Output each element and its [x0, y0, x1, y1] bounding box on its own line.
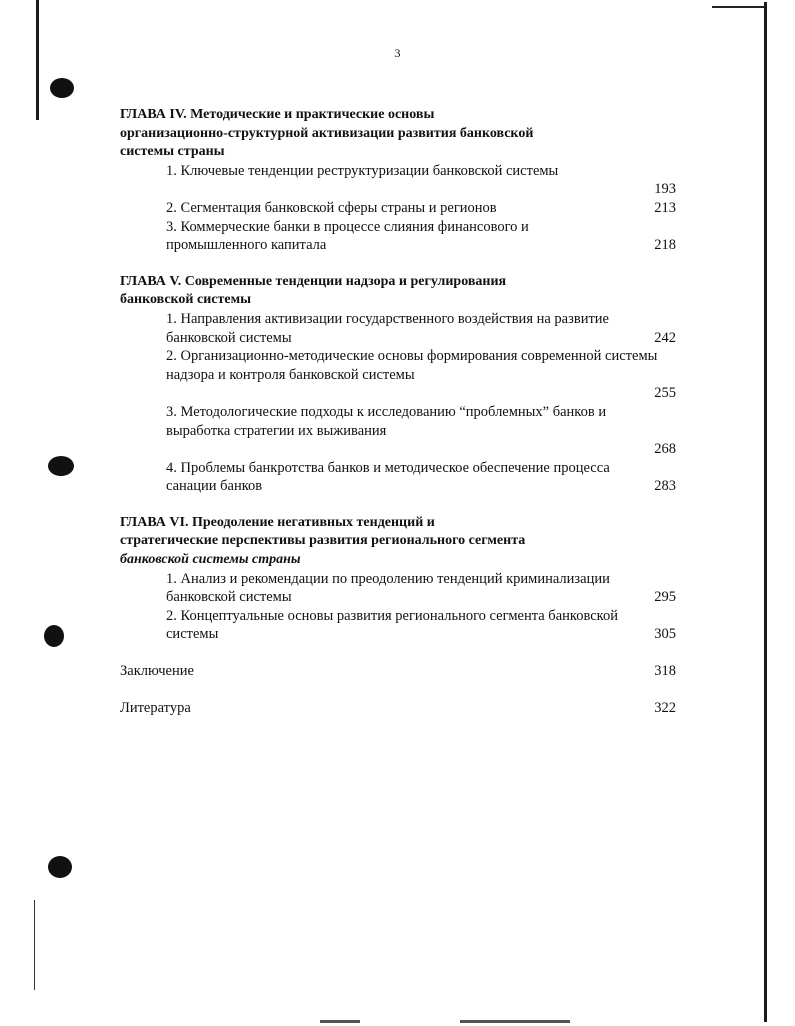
chapter-6-title: ГЛАВА VI. Преодоление негативных тенденций и стратегические перспективы развития регионального сегмента банковской системы страны	[120, 514, 526, 568]
scan-noise	[460, 1020, 570, 1023]
toc-entry: 1. Направления активизации государственного воздействия на развитие банковской системы 242	[166, 310, 676, 346]
toc-entry: 4. Проблемы банкротства банков и методическое обеспечение процесса санации банков 283	[166, 459, 676, 495]
table-of-contents	[120, 106, 676, 717]
toc-entry: 3. Коммерческие банки в процессе слияния финансового и промышленного капитала 218	[166, 218, 676, 254]
toc-entry: 2. Организационно-методические основы формирования современной системы надзора и контроля банковской системы 255	[166, 348, 676, 402]
punch-hole-2	[48, 456, 74, 476]
toc-entry: 3. Методологические подходы к исследованию “проблемных” банков и выработка стратегии их выживания 268	[166, 403, 676, 458]
toc-entry: 1. Ключевые тенденции реструктуризации банковской системы 193	[166, 162, 676, 198]
toc-entry: 1. Анализ и рекомендации по преодолению тенденций криминализации банковской системы 295	[166, 570, 676, 606]
literature-entry: Литература 322	[120, 699, 676, 716]
punch-hole-4	[48, 856, 72, 878]
punch-hole-3	[44, 625, 64, 647]
scan-noise	[320, 1020, 360, 1023]
scan-edge-left-lower	[34, 900, 35, 990]
chapter-4-title: ГЛАВА IV. Методические и практические основы организационно-структурной активизации развития банковской системы страны	[120, 107, 534, 160]
page-number: 3	[394, 46, 401, 60]
scan-edge-top	[712, 6, 764, 8]
toc-entry: 2. Сегментация банковской сферы страны и регионов 213	[166, 199, 676, 216]
toc-entry: 2. Концептуальные основы развития регионального сегмента банковской системы 305	[166, 607, 676, 643]
punch-hole-1	[50, 78, 74, 98]
conclusion-entry: Заключение 318	[120, 663, 676, 680]
chapter-5-title: ГЛАВА V. Современные тенденции надзора и регулирования банковской системы	[120, 273, 507, 308]
scan-edge-right	[764, 2, 767, 1022]
